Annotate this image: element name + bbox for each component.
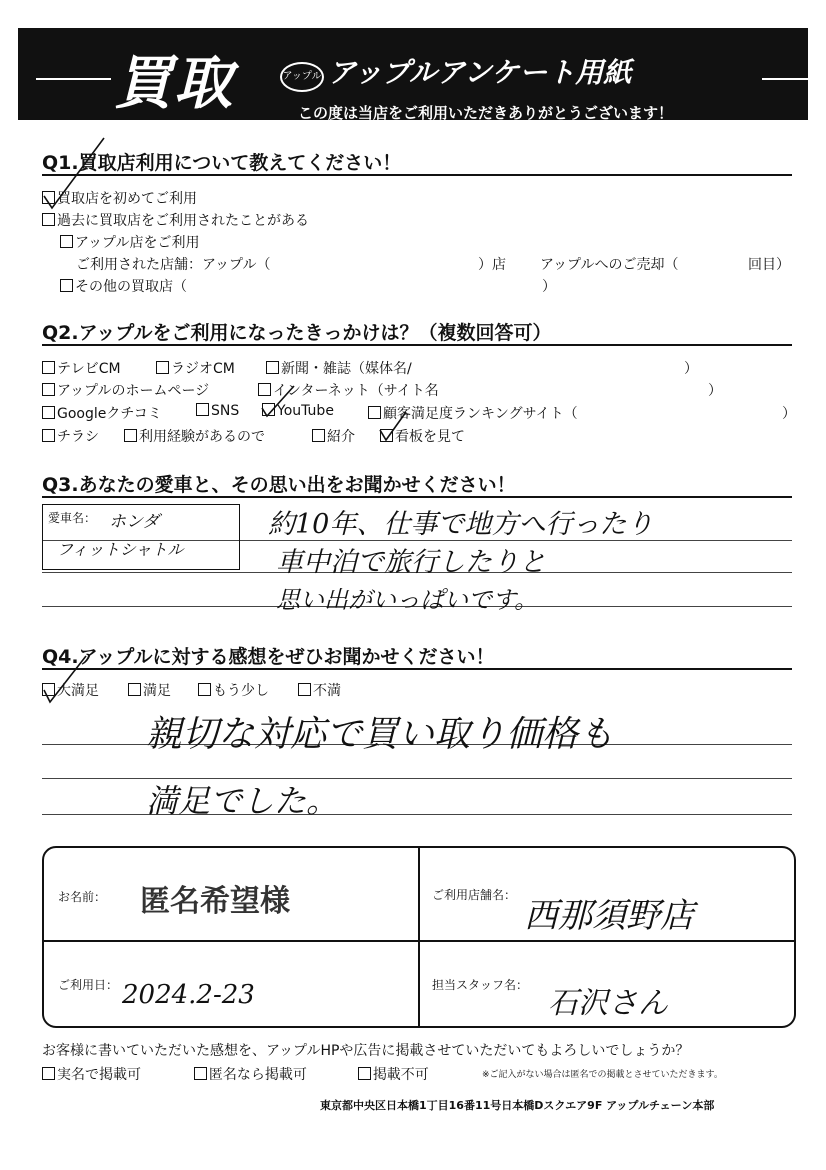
header-band bbox=[18, 28, 808, 120]
q1-sale-label: アップルへのご売却（ bbox=[540, 257, 679, 273]
q2-experience[interactable]: 利用経験があるので bbox=[124, 426, 265, 446]
header-title: アップルアンケート用紙 bbox=[328, 56, 632, 89]
header-rule-left bbox=[36, 78, 111, 80]
checkbox-icon[interactable] bbox=[198, 683, 211, 696]
name-label: お名前： bbox=[58, 890, 107, 904]
q4-check-mark-icon bbox=[40, 652, 90, 708]
checkbox-icon[interactable] bbox=[42, 213, 55, 226]
q4-rule bbox=[42, 668, 792, 670]
q1-sale-suffix: 回目） bbox=[748, 257, 790, 273]
comment-line2: 満足でした。 bbox=[146, 782, 339, 820]
q4-dissatisfied[interactable]: 不満 bbox=[298, 680, 341, 700]
q2-sign-check-icon bbox=[376, 410, 410, 444]
store-value[interactable]: 西那須野店 bbox=[524, 896, 694, 936]
header-kaitori: 買取 bbox=[114, 49, 235, 117]
info-divider-vertical bbox=[418, 848, 420, 1026]
checkbox-icon[interactable] bbox=[60, 235, 73, 248]
staff-value[interactable]: 石沢さん bbox=[548, 986, 668, 1021]
memory-line1: 約10年、仕事で地方へ行ったり bbox=[268, 509, 654, 540]
checkbox-icon[interactable] bbox=[196, 403, 209, 416]
q1-option-past[interactable]: 過去に買取店をご利用されたことがある bbox=[42, 210, 309, 230]
checkbox-icon[interactable] bbox=[298, 683, 311, 696]
q1-rule bbox=[42, 174, 792, 176]
q2-flyer[interactable]: チラシ bbox=[42, 426, 99, 446]
checkbox-icon[interactable] bbox=[312, 429, 325, 442]
q2-internet-end: ） bbox=[708, 383, 722, 399]
q1-title: Q1.買取店利用について教えてください！ bbox=[42, 152, 402, 174]
company-address: 東京都中央区日本橋1丁目16番11号日本橋Dスクエア9F アップルチェーン本部 bbox=[320, 1099, 715, 1112]
q2-radio[interactable]: ラジオCM bbox=[156, 358, 235, 378]
checkbox-icon[interactable] bbox=[42, 429, 55, 442]
checkbox-icon[interactable] bbox=[266, 361, 279, 374]
q1-store-suffix: ）店 bbox=[478, 257, 506, 273]
checkbox-icon[interactable] bbox=[42, 191, 55, 204]
header-rule-right bbox=[762, 78, 826, 80]
q2-referral[interactable]: 紹介 bbox=[312, 426, 355, 446]
staff-label: 担当スタッフ名： bbox=[432, 978, 529, 992]
car-name-line2: フィットシャトル bbox=[57, 540, 184, 559]
q1-option-apple[interactable]: アップル店をご利用 bbox=[60, 232, 199, 252]
memory-line3: 思い出がいっぱいです。 bbox=[276, 586, 539, 614]
q2-news-end: ） bbox=[684, 361, 698, 377]
q2-youtube-check-icon bbox=[258, 384, 298, 420]
publish-question: お客様に書いていただいた感想を、アップルHPや広告に掲載させていただいてもよろしいでしょうか？ bbox=[42, 1043, 690, 1059]
q2-tv[interactable]: テレビCM bbox=[42, 358, 121, 378]
q2-rule bbox=[42, 344, 792, 346]
q2-title: Q2.アップルをご利用になったきっかけは？（複数回答可） bbox=[42, 322, 552, 344]
header-subtitle: この度は当店をご利用いただきありがとうございます！ bbox=[298, 104, 674, 122]
publish-options bbox=[42, 1064, 429, 1084]
q1-other-suffix: ） bbox=[542, 279, 556, 295]
q4-more[interactable]: もう少し bbox=[198, 680, 269, 700]
checkbox-icon[interactable] bbox=[124, 429, 137, 442]
q1-option-other[interactable]: その他の買取店（ bbox=[60, 276, 187, 296]
publish-note: ※ご記入がない場合は匿名での掲載とさせていただきます。 bbox=[482, 1070, 723, 1080]
store-label: ご利用店舗名： bbox=[432, 888, 517, 902]
checkbox-icon[interactable] bbox=[156, 361, 169, 374]
customer-info-box bbox=[42, 846, 796, 1028]
q3-rule bbox=[42, 496, 792, 498]
q2-ranking[interactable]: 顧客満足度ランキングサイト（ bbox=[368, 403, 578, 423]
q2-news[interactable]: 新聞・雑誌（媒体名/ bbox=[266, 358, 412, 378]
checkbox-icon[interactable] bbox=[42, 361, 55, 374]
publish-no-option[interactable]: 掲載不可 bbox=[358, 1067, 429, 1083]
q4-title: Q4.アップルに対する感想をぜひお聞かせください！ bbox=[42, 646, 495, 668]
car-name-box[interactable] bbox=[42, 504, 240, 570]
q2-internet[interactable]: インターネット（サイト名 bbox=[258, 380, 439, 400]
car-name-label: 愛車名： bbox=[48, 511, 97, 525]
checkbox-icon[interactable] bbox=[60, 279, 73, 292]
checkbox-icon[interactable] bbox=[128, 683, 141, 696]
memory-line2: 車中泊で旅行したりと bbox=[276, 547, 546, 578]
checkbox-icon[interactable] bbox=[42, 1067, 55, 1080]
publish-anonymous-option[interactable]: 匿名なら掲載可 bbox=[194, 1067, 307, 1083]
date-label: ご利用日： bbox=[58, 978, 119, 992]
q2-sign[interactable]: 看板を見て bbox=[380, 426, 465, 446]
checkbox-icon[interactable] bbox=[42, 406, 55, 419]
date-value[interactable]: 2024.2-23 bbox=[122, 980, 255, 1010]
name-value[interactable]: 匿名希望様 bbox=[140, 884, 290, 919]
q4-satisfied[interactable]: 満足 bbox=[128, 680, 171, 700]
q2-youtube[interactable]: YouTube bbox=[262, 403, 334, 419]
q4-very-satisfied[interactable]: 大満足 bbox=[42, 680, 99, 700]
q2-ranking-end: ） bbox=[782, 406, 796, 422]
q2-google[interactable]: Googleクチコミ bbox=[42, 403, 162, 423]
info-divider-horizontal bbox=[44, 940, 794, 942]
publish-real-name-option[interactable]: 実名で掲載可 bbox=[42, 1067, 141, 1083]
comment-line1: 親切な対応で買い取り価格も bbox=[146, 714, 615, 755]
checkbox-icon[interactable] bbox=[194, 1067, 207, 1080]
q2-homepage[interactable]: アップルのホームページ bbox=[42, 380, 209, 400]
q3-title: Q3.あなたの愛車と、その思い出をお聞かせください！ bbox=[42, 474, 516, 496]
car-name-line1: ホンダ bbox=[109, 512, 160, 532]
brand-logo-icon: アップル bbox=[280, 62, 324, 92]
q1-store-label: ご利用された店舗：アップル（ bbox=[76, 257, 271, 273]
checkbox-icon[interactable] bbox=[42, 383, 55, 396]
q2-sns[interactable]: SNS bbox=[196, 403, 239, 419]
q1-option-first[interactable]: 買取店を初めてご利用 bbox=[42, 188, 197, 208]
checkbox-icon[interactable] bbox=[358, 1067, 371, 1080]
